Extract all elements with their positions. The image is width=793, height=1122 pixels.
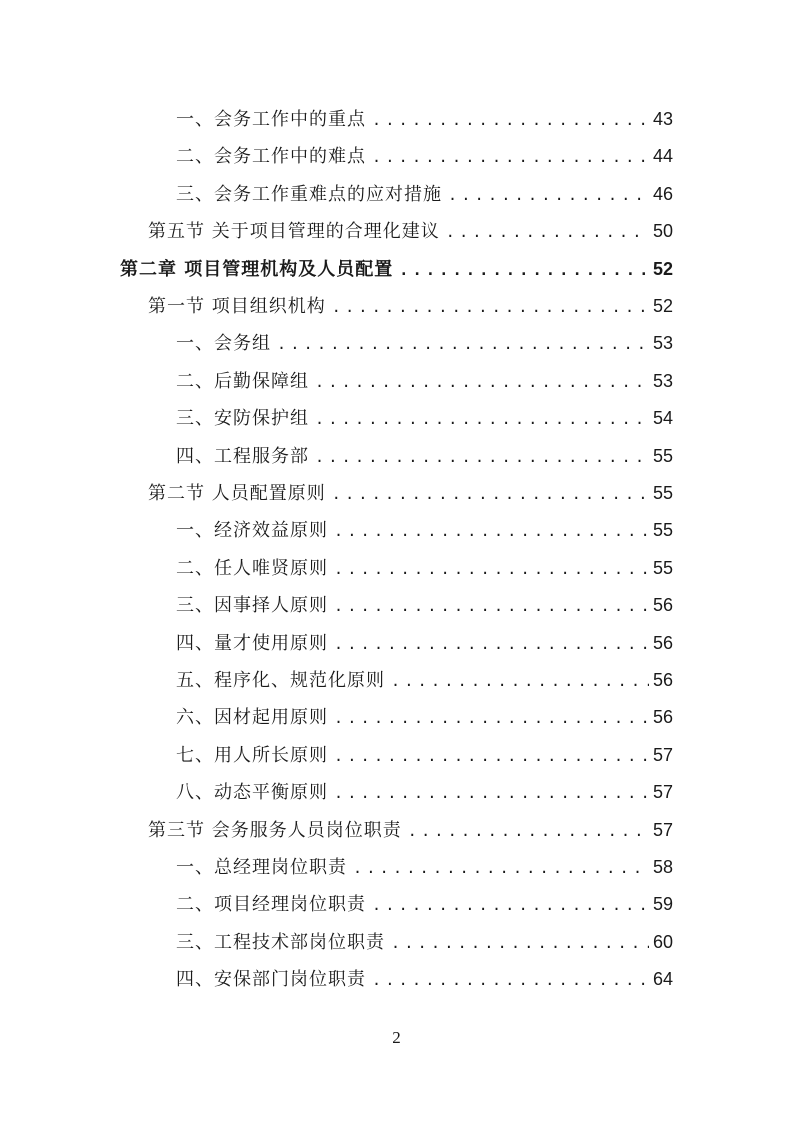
toc-entry-page: 59: [652, 894, 673, 915]
toc-dot-leader: [448, 182, 649, 208]
toc-dot-leader: [315, 444, 649, 470]
toc-entry-label: 第一节 项目组织机构: [148, 296, 326, 317]
toc-entry-page: 56: [652, 707, 673, 728]
toc-entry-item[interactable]: [176, 630, 673, 656]
toc-entry-page: 46: [652, 183, 673, 204]
toc-dot-leader: [408, 818, 649, 844]
toc-entry-page: 60: [652, 931, 673, 952]
toc-entry-item[interactable]: [176, 891, 673, 917]
toc-entry-section[interactable]: [148, 817, 673, 843]
toc-dot-leader: [334, 593, 649, 619]
toc-entry-item[interactable]: [176, 742, 673, 768]
toc-dot-leader: [334, 556, 649, 582]
toc-entry-label: 三、安防保护组: [176, 408, 309, 430]
toc-entry-page: 55: [652, 445, 673, 466]
toc-entry-item[interactable]: [176, 555, 673, 581]
toc-dot-leader: [372, 892, 649, 918]
toc-entry-page: 52: [652, 258, 673, 279]
toc-entry-item[interactable]: [176, 929, 673, 955]
toc-entry-item[interactable]: [176, 779, 673, 805]
toc-entry-chapter[interactable]: [120, 256, 673, 282]
toc-entry-page: 56: [652, 632, 673, 653]
toc-entry-page: 43: [652, 109, 673, 129]
toc-entry-label: 一、经济效益原则: [176, 520, 328, 542]
toc-entry-label: 一、会务组: [176, 333, 271, 355]
toc-entry-label: 一、会务工作中的重点: [176, 109, 366, 130]
toc-dot-leader: [372, 144, 649, 170]
toc-entry-item[interactable]: [176, 405, 673, 431]
toc-entry-label: 五、程序化、规范化原则: [176, 670, 385, 691]
page-number: 2: [392, 1028, 401, 1047]
toc-entry-label: 三、会务工作重难点的应对措施: [176, 183, 442, 205]
toc-entry-item[interactable]: [176, 143, 673, 169]
toc-entry-label: 一、总经理岗位职责: [176, 857, 347, 878]
toc-entry-item[interactable]: [176, 368, 673, 394]
toc-entry-section[interactable]: [148, 480, 673, 506]
toc-entry-label: 二、会务工作中的难点: [176, 146, 366, 168]
toc-dot-leader: [334, 743, 649, 769]
toc-entry-label: 六、因材起用原则: [176, 707, 328, 729]
toc-entry-item[interactable]: [176, 443, 673, 469]
toc-entry-page: 56: [652, 670, 673, 690]
toc-entry-page: 57: [652, 782, 673, 803]
toc-entry-label: 四、工程服务部: [176, 445, 309, 467]
toc-entry-label: 三、因事择人原则: [176, 595, 328, 617]
toc-entry-page: 52: [652, 296, 673, 316]
toc-entry-item[interactable]: [176, 517, 673, 543]
toc-dot-leader: [391, 668, 649, 694]
toc-dot-leader: [399, 257, 649, 283]
toc-dot-leader: [391, 930, 649, 956]
toc-entry-item[interactable]: [176, 667, 673, 693]
toc-entry-page: 54: [652, 408, 673, 429]
toc-dot-leader: [372, 967, 649, 993]
toc-entry-label: 八、动态平衡原则: [176, 782, 328, 804]
toc-entry-item[interactable]: [176, 854, 673, 880]
toc-entry-label: 第二节 人员配置原则: [148, 483, 326, 504]
toc-entry-label: 四、量才使用原则: [176, 632, 328, 654]
toc-entry-section[interactable]: [148, 293, 673, 319]
toc-entry-page: 50: [652, 221, 673, 242]
toc-entry-label: 三、工程技术部岗位职责: [176, 931, 385, 953]
toc-entry-item[interactable]: [176, 106, 673, 132]
toc-entry-page: 55: [652, 520, 673, 541]
toc-dot-leader: [334, 780, 649, 806]
toc-dot-leader: [446, 219, 649, 245]
toc-entry-label: 二、后勤保障组: [176, 370, 309, 392]
toc-entry-page: 56: [652, 595, 673, 616]
toc-entry-label: 四、安保部门岗位职责: [176, 969, 366, 991]
toc-dot-leader: [315, 406, 649, 432]
toc-entry-page: 64: [652, 969, 673, 990]
toc-entry-page: 58: [652, 857, 673, 877]
toc-dot-leader: [372, 107, 649, 133]
toc-entry-label: 第二章 项目管理机构及人员配置: [120, 258, 394, 280]
toc-entry-page: 57: [652, 819, 673, 840]
toc-entry-section[interactable]: [148, 218, 673, 244]
toc-dot-leader: [334, 631, 649, 657]
toc-entry-page: 53: [652, 370, 673, 391]
toc-entry-label: 第五节 关于项目管理的合理化建议: [148, 221, 440, 243]
toc-entry-page: 55: [652, 483, 673, 503]
toc-entry-label: 二、任人唯贤原则: [176, 557, 328, 579]
toc-entry-item[interactable]: [176, 330, 673, 356]
toc-dot-leader: [315, 369, 649, 395]
toc-dot-leader: [334, 518, 649, 544]
toc-dot-leader: [334, 705, 649, 731]
toc-entry-item[interactable]: [176, 966, 673, 992]
toc-entry-item[interactable]: [176, 592, 673, 618]
toc-entry-label: 第三节 会务服务人员岗位职责: [148, 819, 402, 841]
toc-entry-page: 57: [652, 744, 673, 765]
toc-dot-leader: [353, 855, 649, 881]
toc-entry-item[interactable]: [176, 704, 673, 730]
toc-dot-leader: [277, 331, 649, 357]
toc-dot-leader: [332, 294, 649, 320]
toc-entry-item[interactable]: [176, 181, 673, 207]
toc-entry-label: 七、用人所长原则: [176, 744, 328, 766]
toc-entry-label: 二、项目经理岗位职责: [176, 894, 366, 916]
toc-entry-page: 55: [652, 557, 673, 578]
toc-dot-leader: [332, 481, 649, 507]
toc-entry-page: 53: [652, 333, 673, 354]
toc-entry-page: 44: [652, 146, 673, 167]
